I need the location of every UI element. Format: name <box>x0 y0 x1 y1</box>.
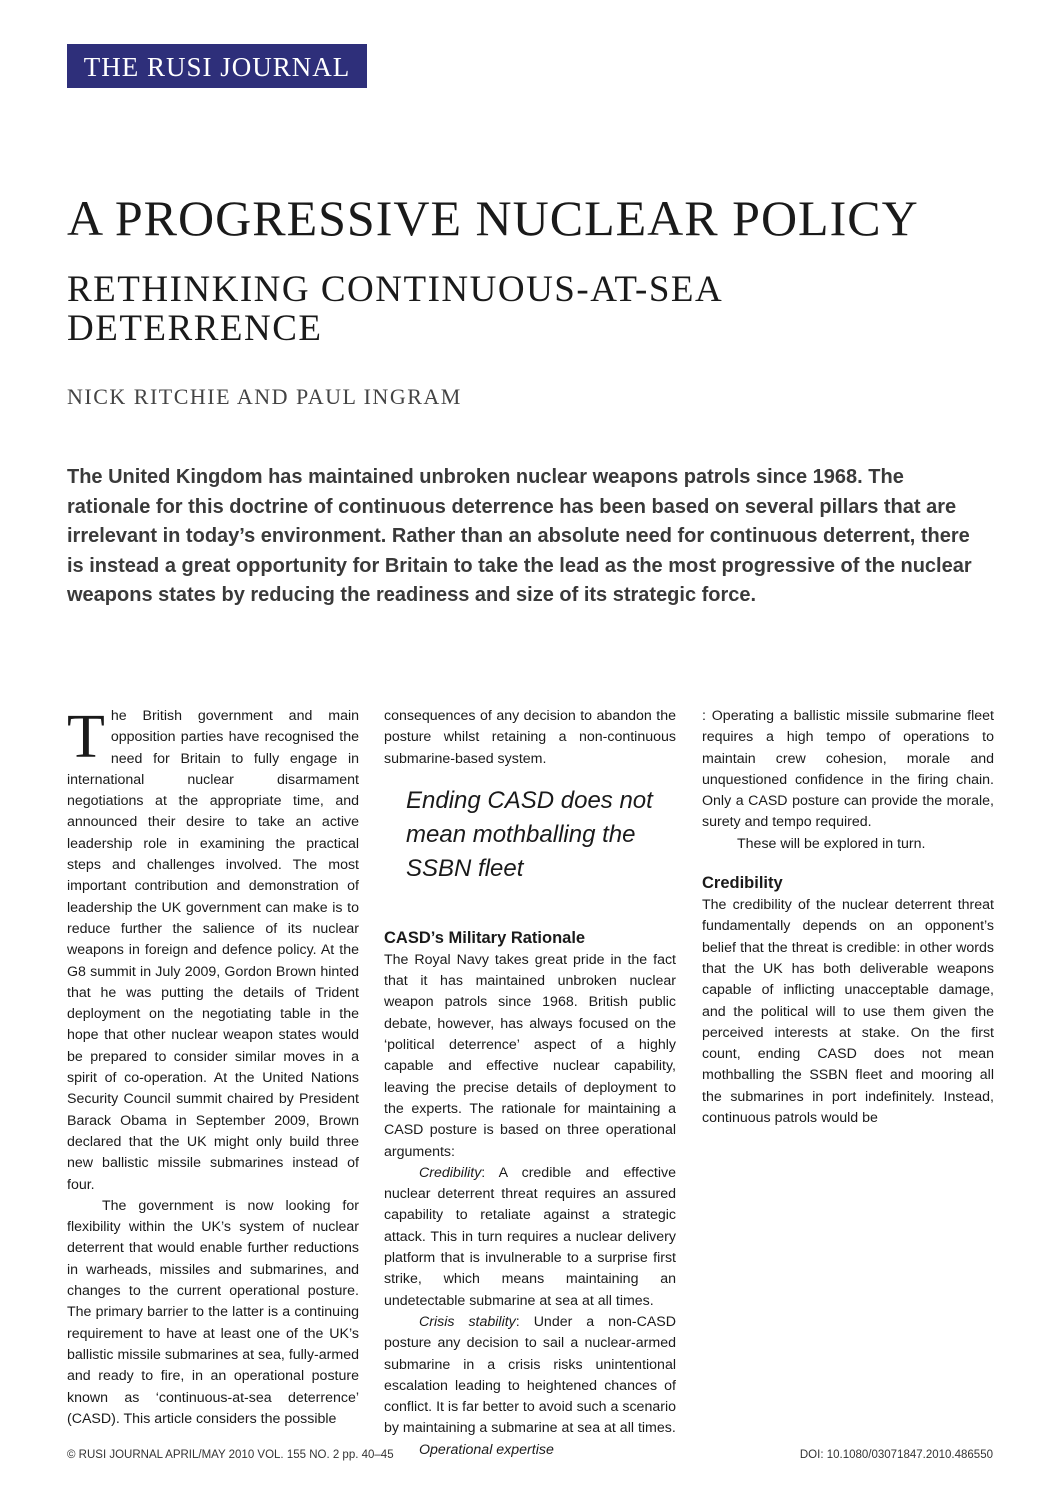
section-heading: CASD’s Military Rationale <box>384 928 586 947</box>
footer-citation: © RUSI JOURNAL APRIL/MAY 2010 VOL. 155 NO. 2 pp. 40–45 <box>67 1449 394 1461</box>
paragraph-label: Credibility <box>419 1164 482 1181</box>
article-title: A PROGRESSIVE NUCLEAR POLICY <box>67 190 919 246</box>
body-paragraph: These will be explored in turn. <box>737 835 926 852</box>
body-paragraph-continued: : Operating a ballistic missile submarine fleet requires a high tempo of operations to maintain crew cohesion, morale and unquestioned confidence in the firing chain. Only a CASD posture can provide the morale, surety and tempo required. <box>702 708 994 831</box>
body-paragraph-continued: consequences of any decision to abandon the posture whilst retaining a non-continuous submarine-based system. <box>384 708 676 767</box>
article-abstract: The United Kingdom has maintained unbroken nuclear weapons patrols since 1968. The rationale for this doctrine of continuous deterrence has been based on several pillars that are irrelevant in today’s environment. Rather than an absolute need for continuous deterrent, there is instead a great opportunity for Britain to take the lead as the most progressive of the nuclear weapons states by reducing the readiness and size of its strategic force. <box>67 466 972 606</box>
section-heading: Credibility <box>702 874 783 893</box>
body-column-1 <box>67 703 359 1441</box>
article-authors: NICK RITCHIE AND PAUL INGRAM <box>67 384 462 409</box>
journal-banner: THE RUSI JOURNAL <box>67 44 367 88</box>
paragraph-text: he British government and main opposition parties have recognised the need for Britain to fully engage in international nuclear disarmament negotiations at the appropriate time, and announced their desire to take an active leadership role in examining the practical steps and challenges involved. The most important contribution and demonstration of leadership the UK government can make is to reduce further the salience of its nuclear weapons in foreign and defence policy. At the G8 summit in July 2009, Gordon Brown hinted that he was putting the details of Trident deployment on the negotiating table in the hope that other nuclear weapon states would be prepared to consider similar moves in a spirit of co-operation. At the United Nations Security Council summit chaired by President Barack Obama in September 2009, Brown declared that the UK might only build three new ballistic missile submarines instead of four. <box>67 708 359 1193</box>
paragraph-text: : Under a non-CASD posture any decision to sail a nuclear-armed submarine in a crisis risks unintentional escalation leading to heightened chances of conflict. It is far better to avoid such a scenario by maintaining a submarine at sea at all times. <box>384 1313 676 1437</box>
body-paragraph <box>384 1163 676 1312</box>
paragraph-text: : A credible and effective nuclear deterrent threat requires an assured capability to retaliate against a strategic attack. This in turn requires a nuclear delivery platform that is invulnerable to a surprise first strike, which means maintaining an undetectable submarine at sea at all times. <box>384 1164 676 1309</box>
body-paragraph <box>384 1312 676 1440</box>
paragraph-label: Crisis stability <box>419 1313 516 1330</box>
article-subtitle: RETHINKING CONTINUOUS-AT-SEA DETERRENCE <box>67 269 722 349</box>
body-column-2 <box>384 706 676 1458</box>
body-paragraph: The credibility of the nuclear deterrent threat fundamentally depends on an opponent’s belief that the threat is credible: in other words that the UK has both deliverable weapons capable of inflicting unacceptable damage, and the political will to use them given the perceived interests at stake. On the first count, ending CASD does not mean mothballing the SSBN fleet and mooring all the submarines in port indefinitely. Instead, continuous patrols would be <box>702 897 994 1127</box>
body-column-3 <box>702 706 994 1441</box>
pull-quote: Ending CASD does not mean mothballing the SSBN fleet <box>406 786 653 882</box>
body-paragraph: The government is now looking for flexibility within the UK’s system of nuclear deterrent that would enable further reductions in warheads, missiles and submarines, and changes to the current operational posture. The primary barrier to the latter is a continuing requirement to have at least one of the UK’s ballistic missile submarines at sea, fully-armed and ready to fire, in an operational posture known as ‘continuous-at-sea deterrence’ (CASD). This article considers the possible <box>67 1197 359 1427</box>
footer-doi: DOI: 10.1080/03071847.2010.486550 <box>799 1449 993 1461</box>
body-paragraph <box>384 1440 676 1461</box>
drop-cap: T <box>67 703 105 771</box>
paragraph-label: Operational expertise <box>419 1441 554 1458</box>
body-paragraph <box>67 703 359 1196</box>
body-paragraph: The Royal Navy takes great pride in the fact that it has maintained unbroken nuclear weapon patrols since 1968. British public debate, however, has always focused on the ‘political deterrence’ aspect of a highly capable and effective nuclear capability, leaving the precise details of deployment to the experts. The rationale for maintaining a CASD posture is based on three operational arguments: <box>384 951 676 1160</box>
